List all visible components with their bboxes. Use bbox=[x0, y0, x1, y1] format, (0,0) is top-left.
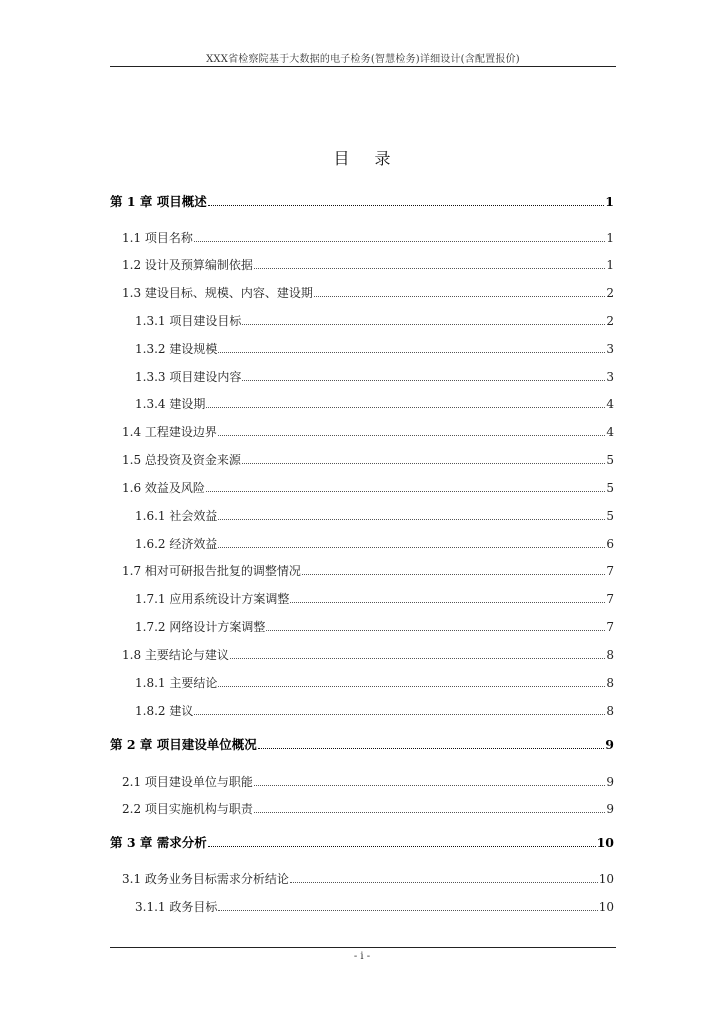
page-number: - i - bbox=[353, 951, 371, 962]
toc-entry-page-number: 7 bbox=[606, 592, 614, 606]
toc-entry-page-number: 9 bbox=[605, 737, 614, 752]
toc-entry[interactable] bbox=[135, 339, 614, 357]
toc-entry-page-number: 8 bbox=[606, 648, 614, 662]
toc-entry-page-number: 4 bbox=[606, 425, 614, 439]
toc-dot-leader bbox=[314, 296, 605, 297]
toc-entry-label: 1.8.2 建议 bbox=[135, 704, 194, 718]
toc-entry-page-number: 5 bbox=[606, 481, 614, 495]
toc-dot-leader bbox=[208, 205, 605, 206]
toc-entry-page-number: 1 bbox=[606, 258, 614, 272]
toc-entry[interactable] bbox=[122, 255, 614, 273]
toc-entry[interactable] bbox=[122, 869, 614, 887]
toc-entry-label: 1.1 项目名称 bbox=[122, 231, 193, 245]
toc-entry[interactable] bbox=[135, 897, 614, 915]
toc-entry-page-number: 2 bbox=[606, 286, 614, 300]
toc-entry[interactable] bbox=[122, 283, 614, 301]
toc-entry[interactable] bbox=[135, 506, 614, 524]
toc-entry-page-number: 9 bbox=[606, 775, 614, 789]
toc-entry-page-number: 3 bbox=[606, 342, 614, 356]
toc-dot-leader bbox=[218, 352, 605, 353]
toc-entry[interactable] bbox=[122, 645, 614, 663]
toc-entry-label: 第 2 章 项目建设单位概况 bbox=[110, 737, 257, 752]
toc-entry-page-number: 7 bbox=[606, 620, 614, 634]
toc-entry-page-number: 4 bbox=[606, 397, 614, 411]
toc-entry[interactable] bbox=[122, 772, 614, 790]
toc-entry-label: 3.1.1 政务目标 bbox=[135, 900, 218, 914]
toc-dot-leader bbox=[194, 714, 605, 715]
toc-dot-leader bbox=[218, 910, 597, 911]
toc-dot-leader bbox=[194, 241, 605, 242]
toc-dot-leader bbox=[206, 491, 605, 492]
toc-dot-leader bbox=[258, 748, 605, 749]
toc-dot-leader bbox=[242, 463, 605, 464]
toc-entry-page-number: 1 bbox=[606, 231, 614, 245]
toc-dot-leader bbox=[218, 547, 605, 548]
toc-dot-leader bbox=[242, 324, 605, 325]
toc-entry-label: 1.3 建设目标、规模、内容、建设期 bbox=[122, 286, 313, 300]
toc-dot-leader bbox=[254, 812, 605, 813]
toc-entry[interactable] bbox=[135, 367, 614, 385]
toc-entry-page-number: 6 bbox=[606, 537, 614, 551]
toc-entry-page-number: 5 bbox=[606, 509, 614, 523]
toc-entry-label: 1.7.2 网络设计方案调整 bbox=[135, 620, 266, 634]
toc-entry[interactable] bbox=[122, 561, 614, 579]
toc-entry-page-number: 7 bbox=[606, 564, 614, 578]
toc-entry[interactable] bbox=[122, 228, 614, 246]
toc-chapter-entry[interactable] bbox=[110, 735, 614, 753]
toc-entry[interactable] bbox=[135, 701, 614, 719]
toc-dot-leader bbox=[218, 519, 605, 520]
toc-entry-label: 1.8 主要结论与建议 bbox=[122, 648, 229, 662]
toc-entry-page-number: 5 bbox=[606, 453, 614, 467]
toc-entry-page-number: 8 bbox=[606, 704, 614, 718]
toc-chapter-entry[interactable] bbox=[110, 833, 614, 851]
toc-entry-label: 1.7 相对可研报告批复的调整情况 bbox=[122, 564, 301, 578]
toc-dot-leader bbox=[206, 407, 605, 408]
toc-entry-label: 1.4 工程建设边界 bbox=[122, 425, 217, 439]
toc-entry[interactable] bbox=[122, 478, 614, 496]
toc-entry-page-number: 2 bbox=[606, 314, 614, 328]
toc-dot-leader bbox=[242, 380, 605, 381]
toc-entry-label: 1.6.1 社会效益 bbox=[135, 509, 218, 523]
toc-entry-label: 2.2 项目实施机构与职责 bbox=[122, 802, 253, 816]
toc-dot-leader bbox=[302, 574, 605, 575]
toc-entry-label: 1.8.1 主要结论 bbox=[135, 676, 218, 690]
toc-entry-label: 2.1 项目建设单位与职能 bbox=[122, 775, 253, 789]
toc-entry-label: 1.7.1 应用系统设计方案调整 bbox=[135, 592, 290, 606]
toc-entry-page-number: 3 bbox=[606, 370, 614, 384]
toc-entry-label: 1.6.2 经济效益 bbox=[135, 537, 218, 551]
toc-dot-leader bbox=[208, 846, 596, 847]
running-header: XXX省检察院基于大数据的电子检务(智慧检务)详细设计(含配置报价) bbox=[206, 54, 520, 65]
toc-dot-leader bbox=[254, 268, 605, 269]
toc-entry-label: 1.3.1 项目建设目标 bbox=[135, 314, 242, 328]
toc-entry[interactable] bbox=[135, 673, 614, 691]
toc-entry[interactable] bbox=[135, 394, 614, 412]
toc-entry-page-number: 1 bbox=[605, 194, 614, 209]
toc-entry-page-number: 10 bbox=[598, 900, 614, 914]
toc-dot-leader bbox=[290, 882, 598, 883]
toc-entry-label: 1.5 总投资及资金来源 bbox=[122, 453, 241, 467]
toc-dot-leader bbox=[266, 630, 605, 631]
toc-entry-page-number: 9 bbox=[606, 802, 614, 816]
toc-entry[interactable] bbox=[122, 422, 614, 440]
toc-entry-label: 第 3 章 需求分析 bbox=[110, 835, 207, 850]
toc-entry[interactable] bbox=[122, 450, 614, 468]
toc-entry-label: 3.1 政务业务目标需求分析结论 bbox=[122, 872, 289, 886]
toc-entry[interactable] bbox=[135, 311, 614, 329]
toc-entry-label: 第 1 章 项目概述 bbox=[110, 194, 207, 209]
toc-dot-leader bbox=[254, 785, 605, 786]
toc-dot-leader bbox=[218, 435, 605, 436]
toc-entry-label: 1.3.4 建设期 bbox=[135, 397, 206, 411]
toc-entry[interactable] bbox=[135, 589, 614, 607]
toc-entry-label: 1.3.2 建设规模 bbox=[135, 342, 218, 356]
toc-dot-leader bbox=[230, 658, 605, 659]
toc-dot-leader bbox=[218, 686, 605, 687]
toc-entry[interactable] bbox=[122, 799, 614, 817]
toc-entry-label: 1.2 设计及预算编制依据 bbox=[122, 258, 253, 272]
toc-entry[interactable] bbox=[135, 534, 614, 552]
toc-entry-page-number: 10 bbox=[598, 872, 614, 886]
toc-entry-label: 1.6 效益及风险 bbox=[122, 481, 205, 495]
footer-rule bbox=[110, 947, 616, 948]
toc-title: 目 录 bbox=[333, 149, 401, 168]
toc-entry-label: 1.3.3 项目建设内容 bbox=[135, 370, 242, 384]
toc-entry-page-number: 8 bbox=[606, 676, 614, 690]
toc-dot-leader bbox=[290, 602, 605, 603]
toc-chapter-entry[interactable] bbox=[110, 192, 614, 210]
toc-entry[interactable] bbox=[135, 617, 614, 635]
toc-entry-page-number: 10 bbox=[596, 835, 614, 850]
